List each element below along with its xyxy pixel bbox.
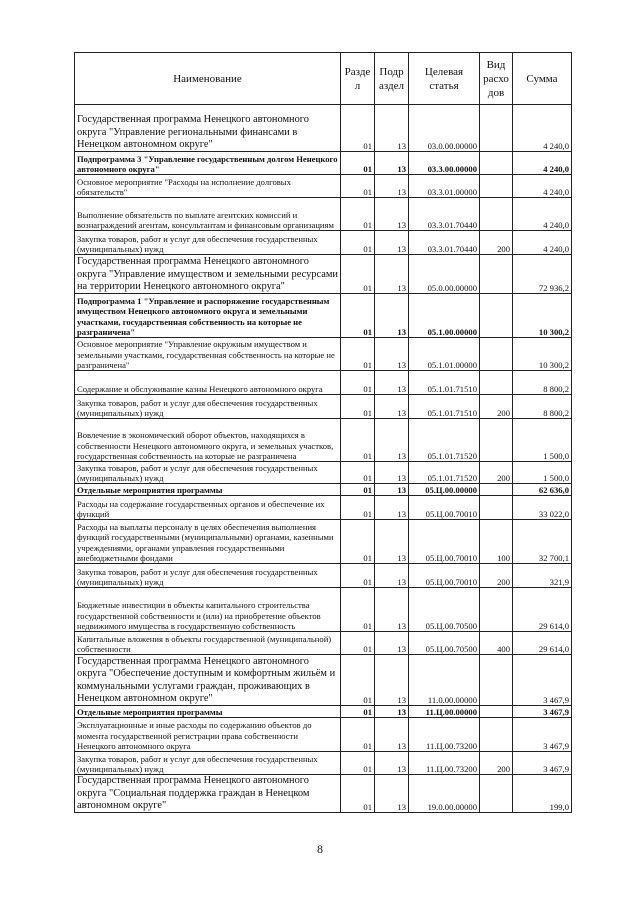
table-row: [75, 752, 572, 775]
row-expense-type: 200: [480, 564, 513, 588]
row-name: Расходы на содержание государственных органов и обеспечение их функций: [75, 496, 341, 520]
row-razdel: 01: [341, 655, 375, 706]
table-row: [75, 152, 572, 175]
row-target-article: 05.Ц.00.70010: [409, 520, 480, 564]
row-sum: 321,9: [513, 564, 572, 588]
row-target-article: 03.3.01.70440: [409, 231, 480, 255]
row-razdel: 01: [341, 752, 375, 775]
header-target-article: Целевая статья: [409, 53, 480, 105]
row-razdel: 01: [341, 718, 375, 752]
row-podrazdel: 13: [375, 152, 409, 175]
row-sum: 10 300,2: [513, 338, 572, 371]
row-target-article: 05.Ц.00.70500: [409, 588, 480, 632]
table-row: [75, 371, 572, 395]
row-name: Государственная программа Ненецкого автономного округа "Социальная поддержка граждан в Ненецком автономном округе": [75, 775, 341, 813]
row-name: Государственная программа Ненецкого автономного округа "Обеспечение доступным и комфортным жильём и коммунальными услугами граждан, проживающих в Ненецком автономном округе": [75, 655, 341, 706]
row-name: Подпрограмма 1 "Управление и распоряжение государственным имуществом Ненецкого автономного округа и земельными участками, государственная собственность на которые не разграничена": [75, 294, 341, 338]
table-row: [75, 718, 572, 752]
row-podrazdel: 13: [375, 338, 409, 371]
row-expense-type: [480, 775, 513, 813]
table-row: [75, 496, 572, 520]
table-row: [75, 484, 572, 496]
row-podrazdel: 13: [375, 564, 409, 588]
row-sum: 4 240,0: [513, 152, 572, 175]
row-razdel: 01: [341, 588, 375, 632]
table-row: [75, 231, 572, 255]
row-sum: 29 614,0: [513, 588, 572, 632]
row-sum: 29 614,0: [513, 632, 572, 655]
row-expense-type: [480, 152, 513, 175]
row-target-article: 19.0.00.00000: [409, 775, 480, 813]
row-razdel: 01: [341, 462, 375, 484]
row-expense-type: 100: [480, 520, 513, 564]
row-expense-type: [480, 294, 513, 338]
row-razdel: 01: [341, 255, 375, 294]
header-expense-type: Вид расхо дов: [480, 53, 513, 105]
row-sum: 8 800,2: [513, 371, 572, 395]
row-expense-type: [480, 655, 513, 706]
row-expense-type: [480, 484, 513, 496]
row-razdel: 01: [341, 484, 375, 496]
row-name: Расходы на выплаты персоналу в целях обеспечения выполнения функций государственными (муниципальными) органами, казенными учреждениями, органами управления государственными внебюджетными фондами: [75, 520, 341, 564]
row-sum: 199,0: [513, 775, 572, 813]
row-target-article: 05.1.00.00000: [409, 294, 480, 338]
row-target-article: 11.Ц.00.00000: [409, 706, 480, 718]
row-sum: 3 467,9: [513, 752, 572, 775]
row-sum: 8 800,2: [513, 395, 572, 419]
header-sum: Сумма: [513, 53, 572, 105]
table-row: [75, 175, 572, 198]
row-target-article: 05.1.01.71510: [409, 371, 480, 395]
row-sum: 62 636,0: [513, 484, 572, 496]
row-name: Подпрограмма 3 "Управление государственным долгом Ненецкого автономного округа": [75, 152, 341, 175]
row-razdel: 01: [341, 175, 375, 198]
row-podrazdel: 13: [375, 718, 409, 752]
row-razdel: 01: [341, 371, 375, 395]
row-sum: 4 240,0: [513, 198, 572, 231]
row-name: Отдельные мероприятия программы: [75, 484, 341, 496]
row-razdel: 01: [341, 152, 375, 175]
row-podrazdel: 13: [375, 175, 409, 198]
row-target-article: 03.3.01.00000: [409, 175, 480, 198]
row-target-article: 05.Ц.00.00000: [409, 484, 480, 496]
row-expense-type: [480, 198, 513, 231]
row-podrazdel: 13: [375, 462, 409, 484]
row-expense-type: 200: [480, 395, 513, 419]
row-target-article: 05.Ц.00.70500: [409, 632, 480, 655]
row-target-article: 03.0.00.00000: [409, 105, 480, 152]
row-target-article: 05.1.01.71510: [409, 395, 480, 419]
row-expense-type: 200: [480, 462, 513, 484]
row-razdel: 01: [341, 198, 375, 231]
row-sum: 3 467,9: [513, 718, 572, 752]
table-row: [75, 395, 572, 419]
table-row: [75, 775, 572, 813]
table-row: [75, 520, 572, 564]
row-razdel: 01: [341, 564, 375, 588]
row-expense-type: [480, 371, 513, 395]
row-podrazdel: 13: [375, 588, 409, 632]
row-name: Закупка товаров, работ и услуг для обеспечения государственных (муниципальных) нужд: [75, 231, 341, 255]
row-razdel: 01: [341, 338, 375, 371]
row-sum: 4 240,0: [513, 175, 572, 198]
row-podrazdel: 13: [375, 198, 409, 231]
row-target-article: 05.1.01.00000: [409, 338, 480, 371]
header-podrazdel: Подр аздел: [375, 53, 409, 105]
row-expense-type: [480, 338, 513, 371]
row-target-article: 11.Ц.00.73200: [409, 718, 480, 752]
row-target-article: 05.1.01.71520: [409, 462, 480, 484]
table-row: [75, 294, 572, 338]
row-name: Выполнение обязательств по выплате агентских комиссий и вознаграждений агентам, консультантам и финансовым организациям: [75, 198, 341, 231]
row-name: Капитальные вложения в объекты государственной (муниципальной) собственности: [75, 632, 341, 655]
row-name: Закупка товаров, работ и услуг для обеспечения государственных (муниципальных) нужд: [75, 395, 341, 419]
table-row: [75, 419, 572, 462]
row-podrazdel: 13: [375, 752, 409, 775]
row-target-article: 11.Ц.00.73200: [409, 752, 480, 775]
table-row: [75, 588, 572, 632]
row-podrazdel: 13: [375, 632, 409, 655]
table-row: [75, 706, 572, 718]
row-sum: 10 300,2: [513, 294, 572, 338]
table-row: [75, 632, 572, 655]
row-razdel: 01: [341, 520, 375, 564]
row-target-article: 03.3.00.00000: [409, 152, 480, 175]
table-row: [75, 105, 572, 152]
row-razdel: 01: [341, 496, 375, 520]
row-razdel: 01: [341, 231, 375, 255]
table-row: [75, 198, 572, 231]
header-name: Наименование: [75, 53, 341, 105]
row-podrazdel: 13: [375, 706, 409, 718]
row-target-article: 05.0.00.00000: [409, 255, 480, 294]
row-target-article: 03.3.01.70440: [409, 198, 480, 231]
table-row: [75, 564, 572, 588]
row-name: Государственная программа Ненецкого автономного округа "Управление имуществом и земельными ресурсами на территории Ненецкого автономного округа": [75, 255, 341, 294]
row-podrazdel: 13: [375, 294, 409, 338]
row-sum: 4 240,0: [513, 105, 572, 152]
row-podrazdel: 13: [375, 231, 409, 255]
row-podrazdel: 13: [375, 484, 409, 496]
row-expense-type: [480, 706, 513, 718]
row-razdel: 01: [341, 706, 375, 718]
row-podrazdel: 13: [375, 496, 409, 520]
row-expense-type: [480, 496, 513, 520]
row-podrazdel: 13: [375, 105, 409, 152]
row-sum: 3 467,9: [513, 706, 572, 718]
header-razdel: Разде л: [341, 53, 375, 105]
header-row: [75, 53, 572, 105]
row-name: Содержание и обслуживание казны Ненецкого автономного округа: [75, 371, 341, 395]
row-name: Отдельные мероприятия программы: [75, 706, 341, 718]
table-body: [75, 105, 572, 813]
row-expense-type: [480, 718, 513, 752]
row-razdel: 01: [341, 105, 375, 152]
row-name: Основное мероприятие "Расходы на исполнение долговых обязательств": [75, 175, 341, 198]
row-sum: 4 240,0: [513, 231, 572, 255]
row-name: Закупка товаров, работ и услуг для обеспечения государственных (муниципальных) нужд: [75, 462, 341, 484]
row-razdel: 01: [341, 632, 375, 655]
row-target-article: 05.1.01.71520: [409, 419, 480, 462]
row-sum: 32 700,1: [513, 520, 572, 564]
row-name: Основное мероприятие "Управление окружным имуществом и земельными участками, государственная собственность на которые не разграничена": [75, 338, 341, 371]
table-row: [75, 255, 572, 294]
row-razdel: 01: [341, 419, 375, 462]
row-expense-type: 200: [480, 231, 513, 255]
row-expense-type: [480, 419, 513, 462]
row-sum: 1 500,0: [513, 462, 572, 484]
row-podrazdel: 13: [375, 520, 409, 564]
budget-table: [74, 52, 572, 813]
row-sum: 33 022,0: [513, 496, 572, 520]
row-podrazdel: 13: [375, 775, 409, 813]
row-expense-type: [480, 175, 513, 198]
row-sum: 3 467,9: [513, 655, 572, 706]
row-name: Государственная программа Ненецкого автономного округа "Управление региональными финансами в Ненецком автономном округе": [75, 105, 341, 152]
page-number: 8: [317, 842, 323, 856]
row-expense-type: 200: [480, 752, 513, 775]
row-expense-type: [480, 588, 513, 632]
table-row: [75, 462, 572, 484]
row-expense-type: [480, 105, 513, 152]
row-podrazdel: 13: [375, 371, 409, 395]
row-podrazdel: 13: [375, 395, 409, 419]
row-sum: 72 936,2: [513, 255, 572, 294]
row-name: Эксплуатационные и иные расходы по содержанию объектов до момента государственной регистрации права собственности Ненецкого автономного округа: [75, 718, 341, 752]
row-sum: 1 500,0: [513, 419, 572, 462]
row-target-article: 05.Ц.00.70010: [409, 564, 480, 588]
row-podrazdel: 13: [375, 419, 409, 462]
table-row: [75, 655, 572, 706]
row-expense-type: 400: [480, 632, 513, 655]
table-row: [75, 338, 572, 371]
row-podrazdel: 13: [375, 255, 409, 294]
row-razdel: 01: [341, 294, 375, 338]
row-target-article: 11.0.00.00000: [409, 655, 480, 706]
row-name: Вовлечение в экономический оборот объектов, находящихся в собственности Ненецкого автономного округа, и земельных участков, государственная собственность на которые не разграничена: [75, 419, 341, 462]
row-razdel: 01: [341, 775, 375, 813]
row-podrazdel: 13: [375, 655, 409, 706]
row-target-article: 05.Ц.00.70010: [409, 496, 480, 520]
row-name: Бюджетные инвестиции в объекты капитального строительства государственной собственности и (или) на приобретение объектов недвижимого имущества в государственную собственность: [75, 588, 341, 632]
row-name: Закупка товаров, работ и услуг для обеспечения государственных (муниципальных) нужд: [75, 564, 341, 588]
row-name: Закупка товаров, работ и услуг для обеспечения государственных (муниципальных) нужд: [75, 752, 341, 775]
row-razdel: 01: [341, 395, 375, 419]
row-expense-type: [480, 255, 513, 294]
